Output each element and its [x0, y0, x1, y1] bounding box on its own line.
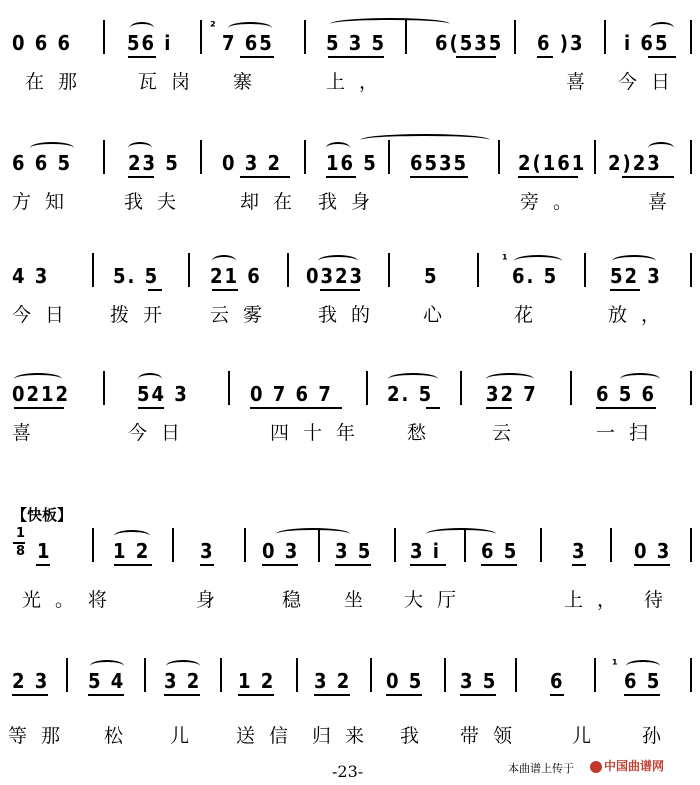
- lyric: 等那: [8, 725, 75, 747]
- note-group: 4 3: [12, 264, 50, 288]
- lyric: 孙: [642, 725, 676, 747]
- slur: [14, 373, 62, 385]
- lyric: 云: [492, 422, 526, 444]
- lyric: 方知: [12, 191, 79, 213]
- slur: [212, 255, 236, 267]
- slur: [128, 142, 152, 154]
- lyric: 我: [400, 725, 434, 747]
- lyrics-line: [0, 724, 700, 754]
- underline: [326, 176, 356, 178]
- slur: [90, 660, 124, 672]
- note-group: 3: [200, 539, 215, 563]
- bar-line: [388, 253, 390, 287]
- slur: [138, 373, 162, 385]
- grace-mark: ¹: [502, 253, 508, 268]
- note-group: 6 )3: [537, 31, 585, 55]
- lyrics-line: [0, 70, 700, 100]
- bar-line: [690, 253, 692, 287]
- note-group: 54 3: [137, 382, 189, 406]
- underline: [410, 176, 468, 178]
- note-group: 6 5: [481, 539, 519, 563]
- underline: [460, 694, 496, 696]
- note-group: 7 65: [222, 31, 274, 55]
- underline: [262, 564, 298, 566]
- note-group: 6: [550, 669, 565, 693]
- lyric: 今日: [618, 71, 685, 93]
- underline: [12, 694, 48, 696]
- lyric: 坐: [344, 589, 378, 611]
- note-group: 1: [37, 539, 52, 563]
- meter-line: [13, 542, 25, 544]
- note-group: 2(161: [518, 151, 587, 175]
- underline: [212, 289, 238, 291]
- bar-line: [690, 20, 692, 54]
- slur: [612, 255, 656, 267]
- bar-line: [460, 371, 462, 405]
- note-group: 52 3: [610, 264, 662, 288]
- underline: [550, 694, 564, 696]
- lyric: 送信: [236, 725, 303, 747]
- bar-line: [188, 253, 190, 287]
- underline: [328, 56, 384, 58]
- note-group: 6. 5: [512, 264, 559, 288]
- note-group: 0323: [306, 264, 365, 288]
- note-group: i 65: [624, 31, 670, 55]
- underline: [148, 289, 162, 291]
- lyric: 云雾: [210, 304, 277, 326]
- bar-line: [584, 253, 586, 287]
- bar-line: [296, 658, 298, 692]
- notes-line: [0, 361, 700, 417]
- lyric: 今日: [128, 422, 195, 444]
- slur: [326, 142, 350, 154]
- bar-line: [464, 528, 466, 562]
- bar-line: [594, 658, 596, 692]
- slur: [318, 255, 358, 267]
- underline: [426, 407, 440, 409]
- slur: [330, 18, 450, 30]
- bar-line: [318, 528, 320, 562]
- meter-bottom: 8: [16, 544, 26, 559]
- lyric: 旁。: [520, 191, 587, 213]
- score-system-4: [0, 361, 700, 456]
- note-group: 3: [572, 539, 587, 563]
- note-group: 3 5: [460, 669, 498, 693]
- slur: [114, 530, 150, 542]
- slur: [388, 373, 438, 385]
- bar-line: [370, 658, 372, 692]
- lyric: 带领: [460, 725, 527, 747]
- note-group: 16 5: [326, 151, 378, 175]
- underline: [610, 289, 640, 291]
- note-group: 2. 5: [387, 382, 434, 406]
- lyrics-line: [0, 588, 700, 618]
- lyric: 儿: [170, 725, 204, 747]
- lyric: 心: [423, 304, 457, 326]
- notes-line: [0, 243, 700, 299]
- underline: [410, 564, 446, 566]
- note-group: 6 5: [624, 669, 662, 693]
- slur: [166, 660, 200, 672]
- underline: [200, 564, 214, 566]
- underline: [36, 564, 50, 566]
- bar-line: [514, 20, 516, 54]
- lyric: 瓦岗: [138, 71, 205, 93]
- underline: [648, 56, 676, 58]
- note-group: 3 2: [314, 669, 352, 693]
- note-group: 56 i: [127, 31, 173, 55]
- slur: [360, 134, 490, 146]
- note-group: 2)23: [608, 151, 662, 175]
- underline: [481, 564, 517, 566]
- note-group: 6535: [410, 151, 469, 175]
- underline: [128, 176, 154, 178]
- bar-line: [244, 528, 246, 562]
- bar-line: [200, 140, 202, 174]
- note-group: 3 i: [410, 539, 441, 563]
- bar-line: [304, 20, 306, 54]
- bar-line: [200, 20, 202, 54]
- bar-line: [144, 658, 146, 692]
- score-system-1: [0, 10, 700, 105]
- bar-line: [594, 140, 596, 174]
- lyric: 四十年: [270, 422, 370, 444]
- bar-line: [172, 528, 174, 562]
- lyric: 喜: [12, 422, 46, 444]
- lyric: 拨开: [110, 304, 177, 326]
- slur: [650, 22, 674, 34]
- bar-line: [220, 658, 222, 692]
- slur: [228, 22, 272, 34]
- bar-line: [515, 658, 517, 692]
- lyrics-line: [0, 421, 700, 451]
- logo-icon: [590, 761, 602, 773]
- underline: [88, 694, 124, 696]
- lyric: 松: [104, 725, 138, 747]
- bar-line: [690, 371, 692, 405]
- lyric: 一扫: [596, 422, 663, 444]
- lyric: 身: [196, 589, 230, 611]
- underline: [128, 56, 156, 58]
- note-group: 5: [424, 264, 439, 288]
- lyric: 我夫: [124, 191, 191, 213]
- bar-line: [287, 253, 289, 287]
- lyric: 寨: [233, 71, 267, 93]
- underline: [622, 176, 674, 178]
- bar-line: [690, 528, 692, 562]
- bar-line: [103, 140, 105, 174]
- note-group: 0 3 2: [222, 151, 283, 175]
- note-group: 6(535: [435, 31, 504, 55]
- note-group: 0 3: [634, 539, 672, 563]
- site-logo[interactable]: [590, 757, 664, 774]
- bar-line: [690, 140, 692, 174]
- slur: [514, 255, 562, 267]
- underline: [537, 56, 553, 58]
- bar-line: [604, 20, 606, 54]
- tempo-marking: 【快板】: [12, 506, 73, 524]
- lyric: 我的: [318, 304, 385, 326]
- note-group: 5 4: [88, 669, 126, 693]
- meter-top: 1: [16, 526, 26, 541]
- underline: [486, 407, 512, 409]
- note-group: 0 3: [262, 539, 300, 563]
- lyric: 待: [644, 589, 678, 611]
- score-system-6: [0, 648, 700, 747]
- bar-line: [103, 20, 105, 54]
- note-group: 3 2: [164, 669, 202, 693]
- site-name: 中国曲谱网: [604, 759, 665, 773]
- lyric: 稳: [282, 589, 316, 611]
- bar-line: [228, 371, 230, 405]
- bar-line: [690, 658, 692, 692]
- bar-line: [444, 658, 446, 692]
- lyric: 却在: [240, 191, 307, 213]
- score-system-2: [0, 130, 700, 225]
- bar-line: [570, 371, 572, 405]
- underline: [250, 407, 342, 409]
- underline: [240, 56, 274, 58]
- lyric: 喜: [566, 71, 600, 93]
- lyric: 上，: [326, 71, 393, 93]
- lyric: 我身: [318, 191, 385, 213]
- note-group: 0212: [12, 382, 71, 406]
- note-group: 1 2: [238, 669, 276, 693]
- note-group: 5. 5: [113, 264, 160, 288]
- underline: [240, 176, 290, 178]
- bar-line: [66, 658, 68, 692]
- bar-line: [92, 253, 94, 287]
- underline: [164, 694, 200, 696]
- score-system-5: [0, 504, 700, 611]
- lyric: 放，: [608, 304, 675, 326]
- note-group: 0 6 6: [12, 31, 73, 55]
- lyric: 上，: [564, 589, 631, 611]
- bar-line: [610, 528, 612, 562]
- bar-line: [388, 140, 390, 174]
- underline: [114, 564, 152, 566]
- bar-line: [394, 528, 396, 562]
- page-number: -23-: [332, 762, 364, 781]
- slur: [130, 22, 154, 34]
- note-group: 6 5 6: [596, 382, 657, 406]
- lyric: 儿: [572, 725, 606, 747]
- underline: [238, 694, 274, 696]
- underline: [386, 694, 422, 696]
- notes-line: [0, 10, 700, 66]
- bar-line: [498, 140, 500, 174]
- bar-line: [92, 528, 94, 562]
- lyric: 花: [514, 304, 548, 326]
- lyric: 归来: [312, 725, 379, 747]
- bar-line: [366, 371, 368, 405]
- note-group: 23 5: [128, 151, 180, 175]
- underline: [624, 694, 660, 696]
- source-label: 本曲谱上传于: [508, 762, 574, 775]
- note-group: 0 7 6 7: [250, 382, 333, 406]
- bar-line: [540, 528, 542, 562]
- lyric: 愁: [407, 422, 441, 444]
- lyric: 喜: [648, 191, 682, 213]
- bar-line: [103, 371, 105, 405]
- slur: [620, 373, 660, 385]
- underline: [335, 564, 371, 566]
- note-group: 1 2: [113, 539, 151, 563]
- underline: [572, 564, 586, 566]
- note-group: 5 3 5: [326, 31, 387, 55]
- bar-line: [477, 253, 479, 287]
- note-group: 21 6: [210, 264, 262, 288]
- slur: [626, 660, 660, 672]
- bar-line: [304, 140, 306, 174]
- underline: [14, 407, 64, 409]
- lyrics-line: [0, 190, 700, 220]
- grace-mark: ²: [210, 20, 216, 35]
- lyric: 大厅: [404, 589, 471, 611]
- note-group: 2 3: [12, 669, 50, 693]
- underline: [634, 564, 670, 566]
- slur: [648, 142, 674, 154]
- score-system-3: [0, 243, 700, 338]
- underline: [596, 407, 656, 409]
- underline: [314, 694, 350, 696]
- slur: [486, 373, 534, 385]
- notes-line: [0, 518, 700, 574]
- lyric: 光。将: [22, 589, 122, 611]
- notes-line: [0, 648, 700, 704]
- slur: [30, 142, 74, 154]
- lyrics-line: [0, 303, 700, 333]
- note-group: 32 7: [486, 382, 538, 406]
- note-group: 0 5: [386, 669, 424, 693]
- note-group: 3 5: [335, 539, 373, 563]
- underline: [456, 56, 496, 58]
- lyric: 今日: [12, 304, 79, 326]
- notes-line: [0, 130, 700, 186]
- note-group: 6 6 5: [12, 151, 73, 175]
- underline: [320, 289, 360, 291]
- bar-line: [405, 20, 407, 54]
- underline: [138, 407, 164, 409]
- grace-mark: ¹: [612, 658, 618, 673]
- underline: [518, 176, 578, 178]
- lyric: 在那: [25, 71, 92, 93]
